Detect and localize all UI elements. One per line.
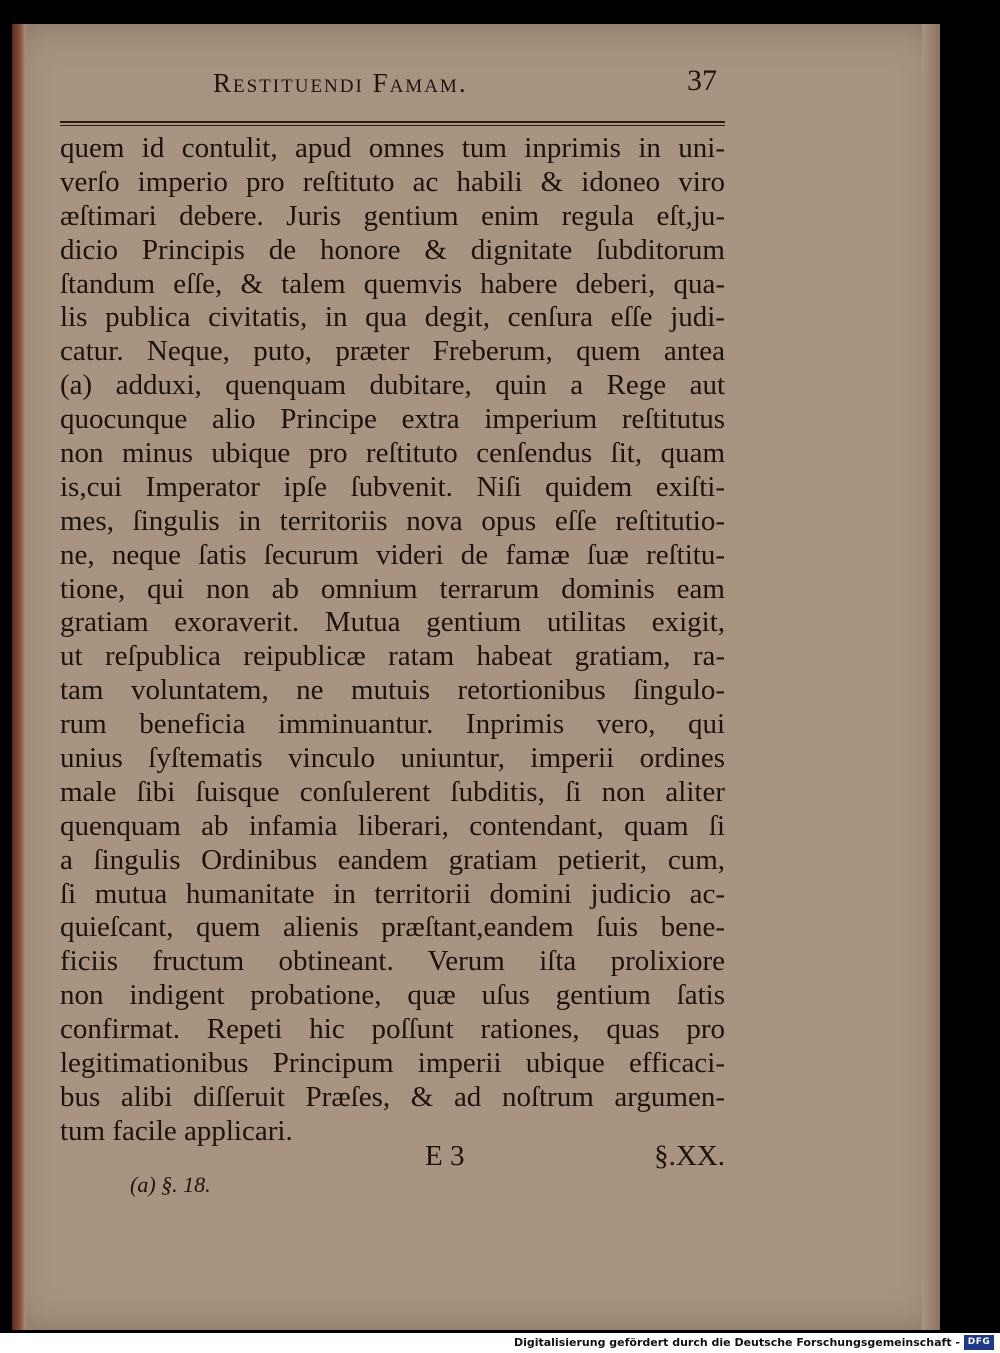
text-line: quenquam ab infamia liberari, contendant, quam ſi <box>60 809 725 842</box>
page-header <box>213 62 743 102</box>
text-line: is,cui Imperator ipſe ſubvenit. Niſi quidem exiſti- <box>60 470 725 503</box>
text-line: bus alibi diſſeruit Præſes, & ad noſtrum argumen- <box>60 1080 725 1113</box>
signature-mark: E 3 <box>425 1140 465 1172</box>
text-line: catur. Neque, puto, præter Freberum, quem antea <box>60 335 725 368</box>
header-rule <box>60 121 725 126</box>
text-line: ut reſpublica reipublicæ ratam habeat gratiam, ra- <box>60 640 725 673</box>
page-edge <box>922 24 940 1330</box>
text-line: quieſcant, quem alienis præſtant,eandem ſuis bene- <box>60 911 725 944</box>
credit-bar <box>0 1333 1000 1353</box>
text-line: a ſingulis Ordinibus eandem gratiam petierit, cum, <box>60 843 725 876</box>
book-spine <box>12 24 26 1330</box>
text-line: unius ſyſtematis vinculo uniuntur, imperii ordines <box>60 742 725 775</box>
text-line: ſtandum eſſe, & talem quemvis habere deberi, qua- <box>60 267 725 300</box>
text-line: tum facile applicari. <box>60 1114 293 1147</box>
text-line: quem id contulit, apud omnes tum inprimis in uni- <box>60 132 725 164</box>
text-line: quocunque alio Principe extra imperium reſtitutus <box>60 403 725 436</box>
text-line: ficiis fructum obtineant. Verum iſta prolixiore <box>60 945 725 978</box>
text-line: tam voluntatem, ne mutuis retortionibus ſingulo- <box>60 674 725 707</box>
text-line: legitimationibus Principum imperii ubique efficaci- <box>60 1047 725 1080</box>
text-line: rum beneficia imminuantur. Inprimis vero, qui <box>60 708 725 741</box>
text-line: (a) adduxi, quenquam dubitare, quin a Rege aut <box>60 369 725 402</box>
text-line: tione, qui non ab omnium terrarum dominis eam <box>60 572 725 605</box>
catchword: §.XX. <box>654 1140 725 1172</box>
text-line: mes, ſingulis in territoriis nova opus eſſe reſtitutio- <box>60 504 725 537</box>
text-line: gratiam exoraverit. Mutua gentium utilitas exigit, <box>60 606 725 639</box>
footnote: (a) §. 18. <box>130 1172 211 1197</box>
text-line: male ſibi ſuisque conſulerent ſubditis, ſi non aliter <box>60 775 725 808</box>
body-text <box>60 132 725 1149</box>
text-line: verſo imperio pro reſtituto ac habili & idoneo viro <box>60 165 725 198</box>
text-line: non indigent probatione, quæ uſus gentium ſatis <box>60 979 725 1012</box>
text-line: non minus ubique pro reſtituto cenſendus ſit, quam <box>60 437 725 470</box>
text-line: ne, neque ſatis ſecurum videri de famæ ſuæ reſtitu- <box>60 538 725 571</box>
text-line: confirmat. Repeti hic poſſunt rationes, quas pro <box>60 1013 725 1046</box>
dfg-logo: DFG <box>964 1335 994 1350</box>
page-number: 37 <box>687 64 717 97</box>
text-line: dicio Principis de honore & dignitate ſubditorum <box>60 233 725 266</box>
running-title: Restituendi Famam. <box>213 68 468 98</box>
funding-credit: Digitalisierung gefördert durch die Deutsche Forschungsgemeinschaft - <box>513 1336 960 1349</box>
text-line: æſtimari debere. Juris gentium enim regula eſt,ju- <box>60 199 725 232</box>
text-line: lis publica civitatis, in qua degit, cenſura eſſe judi- <box>60 301 725 334</box>
text-line: ſi mutua humanitate in territorii domini judicio ac- <box>60 877 725 910</box>
